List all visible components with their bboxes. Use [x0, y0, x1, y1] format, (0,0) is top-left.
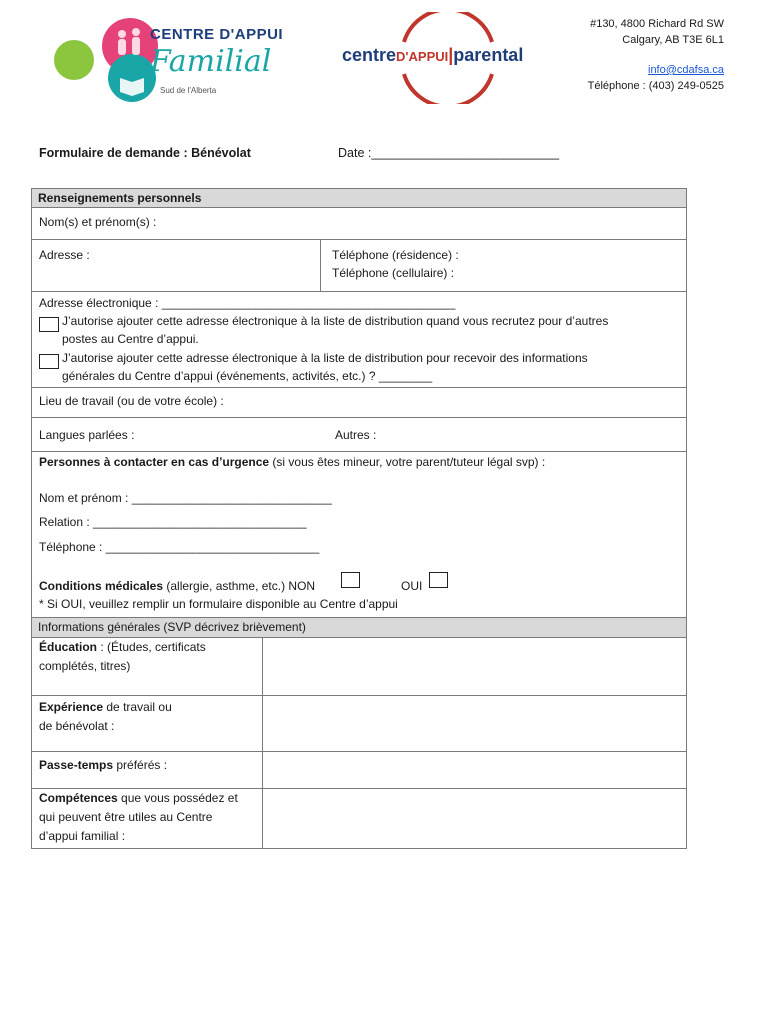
hobbies-label: Passe-temps préférés : [39, 758, 168, 772]
skills-answer-field[interactable] [264, 789, 686, 848]
date-field[interactable]: Date :___________________________ [338, 146, 560, 160]
hobbies-row [31, 752, 687, 789]
emergency-title: Personnes à contacter en cas d’urgence (si vous êtes mineur, votre parent/tuteur légal svp) : [39, 455, 546, 469]
medical-conditions-label: Conditions médicales (allergie, asthme, etc.) NON [39, 579, 316, 593]
other-languages-label[interactable]: Autres : [335, 428, 377, 442]
logo-familial-line1: CENTRE D'APPUI [150, 26, 284, 43]
section-header-general: Informations générales (SVP décrivez brièvement) [31, 618, 687, 638]
skills-label-line2: qui peuvent être utiles au Centre [39, 810, 213, 824]
experience-label: Expérience de travail ou [39, 700, 172, 714]
hobbies-answer-field[interactable] [264, 752, 686, 788]
volunteer-form [31, 188, 687, 849]
name-label: Nom(s) et prénom(s) : [39, 215, 157, 229]
consent-info-text-b: générales du Centre d’appui (événements, activités, etc.) ? ________ [62, 369, 433, 383]
contact-address [588, 16, 724, 94]
education-label-line2: complétés, titres) [39, 659, 131, 673]
address-label[interactable]: Adresse : [39, 248, 90, 262]
email-label[interactable]: Adresse électronique : ____________________________________________ [39, 296, 456, 310]
medical-oui-label: OUI [401, 579, 423, 593]
workplace-row[interactable] [31, 388, 687, 418]
education-row [31, 638, 687, 696]
address-line1: #130, 4800 Richard Rd SW [590, 18, 724, 30]
experience-answer-field[interactable] [264, 696, 686, 751]
phone-cell-label[interactable]: Téléphone (cellulaire) : [332, 266, 455, 280]
logo-familial-line2: Familial [150, 44, 272, 79]
form-title: Formulaire de demande : Bénévolat [39, 146, 251, 160]
section-header-personal: Renseignements personnels [31, 188, 687, 208]
consent-recruit-text-a: J’autorise ajouter cette adresse électronique à la liste de distribution quand vous recrutez pour d’autres [62, 314, 609, 328]
logo-familial-line3: Sud de l'Alberta [160, 86, 217, 95]
emergency-name[interactable]: Nom et prénom : ______________________________ [39, 491, 332, 505]
medical-note: * Si OUI, veuillez remplir un formulaire disponible au Centre d’appui [39, 597, 398, 611]
address-row [31, 240, 687, 292]
name-row[interactable] [31, 208, 687, 240]
consent-info-text-a: J’autorise ajouter cette adresse électronique à la liste de distribution pour recevoir des informations [62, 351, 588, 365]
centre-appui-familial-logo [48, 12, 298, 104]
consent-info-checkbox[interactable] [39, 354, 59, 369]
experience-row [31, 696, 687, 752]
address-phone: Téléphone : (403) 249-0525 [587, 80, 724, 92]
skills-label: Compétences que vous possédez et [39, 791, 238, 805]
centre-appui-parental-logo [338, 12, 558, 104]
logo-parental-part2: D'APPUI [396, 49, 449, 64]
education-label: Éducation : (Études, certificats [39, 640, 206, 654]
education-answer-field[interactable] [264, 638, 686, 695]
medical-oui-checkbox[interactable] [429, 572, 448, 588]
emergency-phone[interactable]: Téléphone : ________________________________ [39, 540, 320, 554]
logo-parental-part3: parental [453, 45, 524, 65]
skills-row [31, 789, 687, 849]
experience-label-line2: de bénévolat : [39, 719, 115, 733]
consent-recruit-text-b: postes au Centre d’appui. [62, 332, 199, 346]
emergency-section [31, 452, 687, 618]
emergency-relation[interactable]: Relation : ________________________________ [39, 515, 307, 529]
phone-home-label[interactable]: Téléphone (résidence) : [332, 248, 459, 262]
languages-row [31, 418, 687, 452]
email-link[interactable]: info@cdafsa.ca [648, 64, 724, 76]
logo-parental-part1: centre [342, 45, 397, 65]
email-row [31, 292, 687, 388]
logo-parental-text: centreD'APPUI|parental [342, 45, 524, 65]
address-line2: Calgary, AB T3E 6L1 [622, 34, 724, 46]
workplace-label: Lieu de travail (ou de votre école) : [39, 394, 224, 408]
medical-non-checkbox[interactable] [341, 572, 360, 588]
languages-label[interactable]: Langues parlées : [39, 428, 135, 442]
skills-label-line3: d’appui familial : [39, 829, 126, 843]
consent-recruit-checkbox[interactable] [39, 317, 59, 332]
